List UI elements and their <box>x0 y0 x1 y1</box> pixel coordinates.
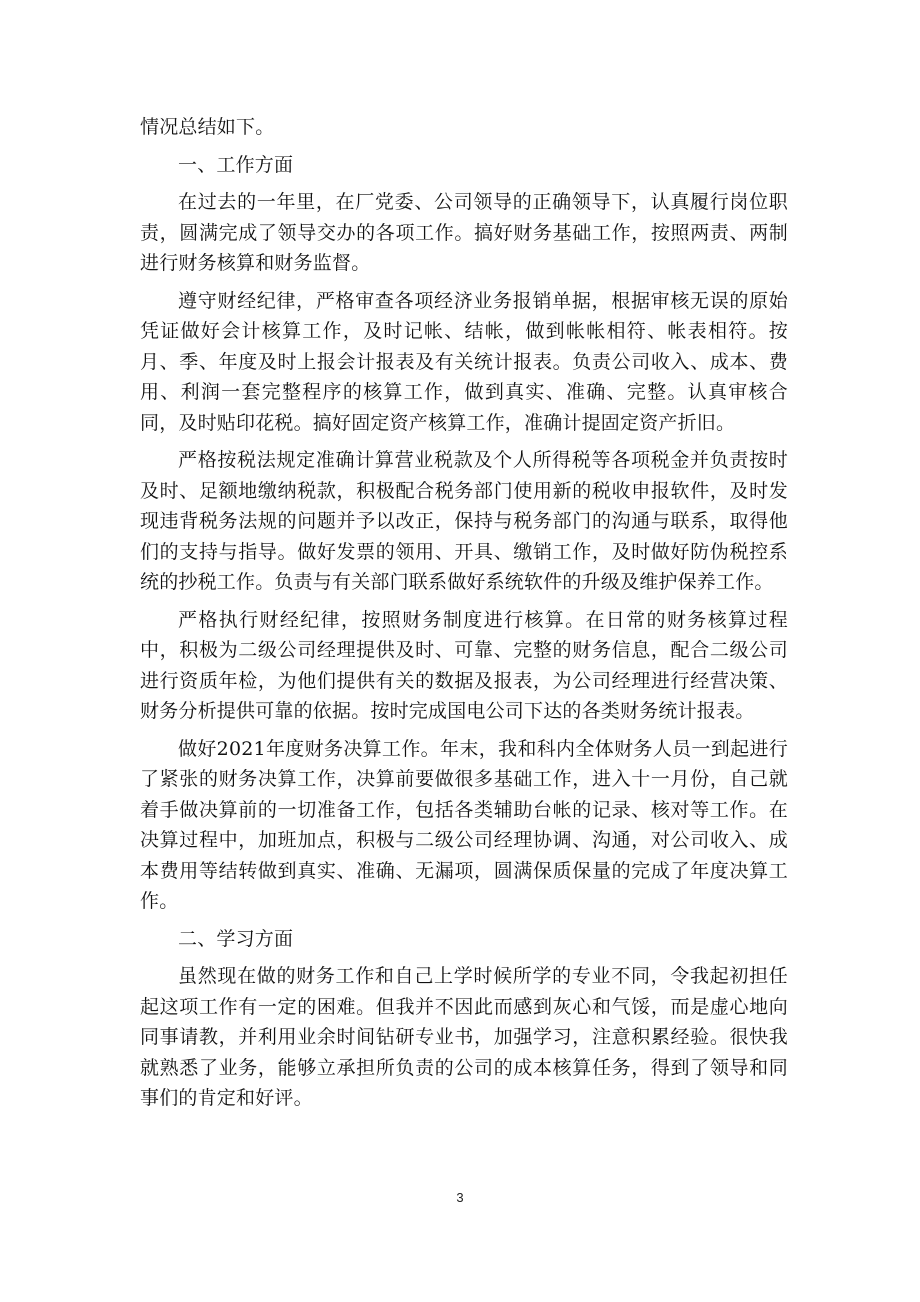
paragraph-study: 虽然现在做的财务工作和自己上学时候所学的专业不同，令我起初担任起这项工作有一定的困难。但我并不因此而感到灰心和气馁，而是虚心地向同事请教，并利用业余时间钻研专业书，加强学习，注意积累经验。很快我就熟悉了业务，能够立承担所负责的公司的成本核算任务，得到了领导和同事们的肯定和好评。 <box>140 965 788 1109</box>
section-heading-study: 二、学习方面 <box>178 927 294 950</box>
paragraph-accounting-discipline: 遵守财经纪律，严格审查各项经济业务报销单据，根据审核无误的原始凭证做好会计核算工作，及时记帐、结帐，做到帐帐相符、帐表相符。按月、季、年度及时上报会计报表及有关统计报表。负责公司收入、成本、费用、利润一套完整程序的核算工作，做到真实、准确、完整。认真审核合同，及时贴印花税。搞好固定资产核算工作，准确计提固定资产折旧。 <box>140 289 788 434</box>
paragraph-year-end-closing: 做好2021年度财务决算工作。年末，我和科内全体财务人员一到起进行了紧张的财务决算工作，决算前要做很多基础工作，进入十一月份，自己就着手做决算前的一切准备工作，包括各类辅助台帐的记录、核对等工作。在决算过程中，加班加点，积极与二级公司经理协调、沟通，对公司收入、成本费用等结转做到真实、准确、无漏项，圆满保质保量的完成了年度决算工作。 <box>140 737 788 912</box>
page-number: 3 <box>456 1190 464 1205</box>
paragraph-financial-rules: 严格执行财经纪律，按照财务制度进行核算。在日常的财务核算过程中，积极为二级公司经理提供及时、可靠、完整的财务信息，配合二级公司进行资质年检，为他们提供有关的数据及报表，为公司经理进行经营决策、财务分析提供可靠的依据。按时完成国电公司下达的各类财务统计报表。 <box>140 608 788 722</box>
paragraph-continuation: 情况总结如下。 <box>140 116 275 138</box>
paragraph-tax-compliance: 严格按税法规定准确计算营业税款及个人所得税等各项税金并负责按时及时、足额地缴纳税款，积极配合税务部门使用新的税收申报软件，及时发现违背税务法规的问题并予以改正，保持与税务部门的沟通与联系，取得他们的支持与指导。做好发票的领用、开具、缴销工作，及时做好防伪税控系统的抄税工作。负责与有关部门联系做好系统软件的升级及维护保养工作。 <box>140 449 788 593</box>
document-body <box>140 112 788 1114</box>
paragraph-work-overview: 在过去的一年里，在厂党委、公司领导的正确领导下，认真履行岗位职责，圆满完成了领导交办的各项工作。搞好财务基础工作，按照两责、两制进行财务核算和财务监督。 <box>140 191 788 274</box>
section-heading-work: 一、工作方面 <box>178 153 294 176</box>
